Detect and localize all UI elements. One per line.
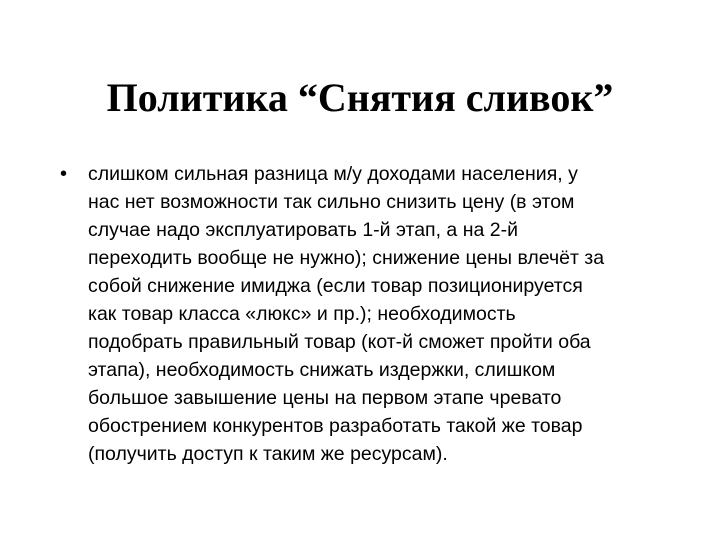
bullet-marker: •: [60, 163, 68, 185]
slide-title: Политика “Снятия сливок”: [106, 75, 614, 120]
bullet-text: слишком сильная разница м/у доходами населения, у нас нет возможности так сильно снизить цену (в этом случае надо эксплуатировать 1-й этап, а на 2-й переходить вообще не нужно); снижение цены влечёт за собой снижение имиджа (если товар позиционируется как товар класса «люкс» и пр.); необходимость подобрать правильный товар (кот-й сможет пройти оба этапа), необходимость снижать издержки, слишком большое завышение цены на первом этапе чревато обострением конкурентов разработать такой же товар (получить доступ к таким же ресурсам).: [88, 163, 605, 465]
bullet-item: [52, 160, 672, 468]
bullet-list: [52, 160, 672, 468]
